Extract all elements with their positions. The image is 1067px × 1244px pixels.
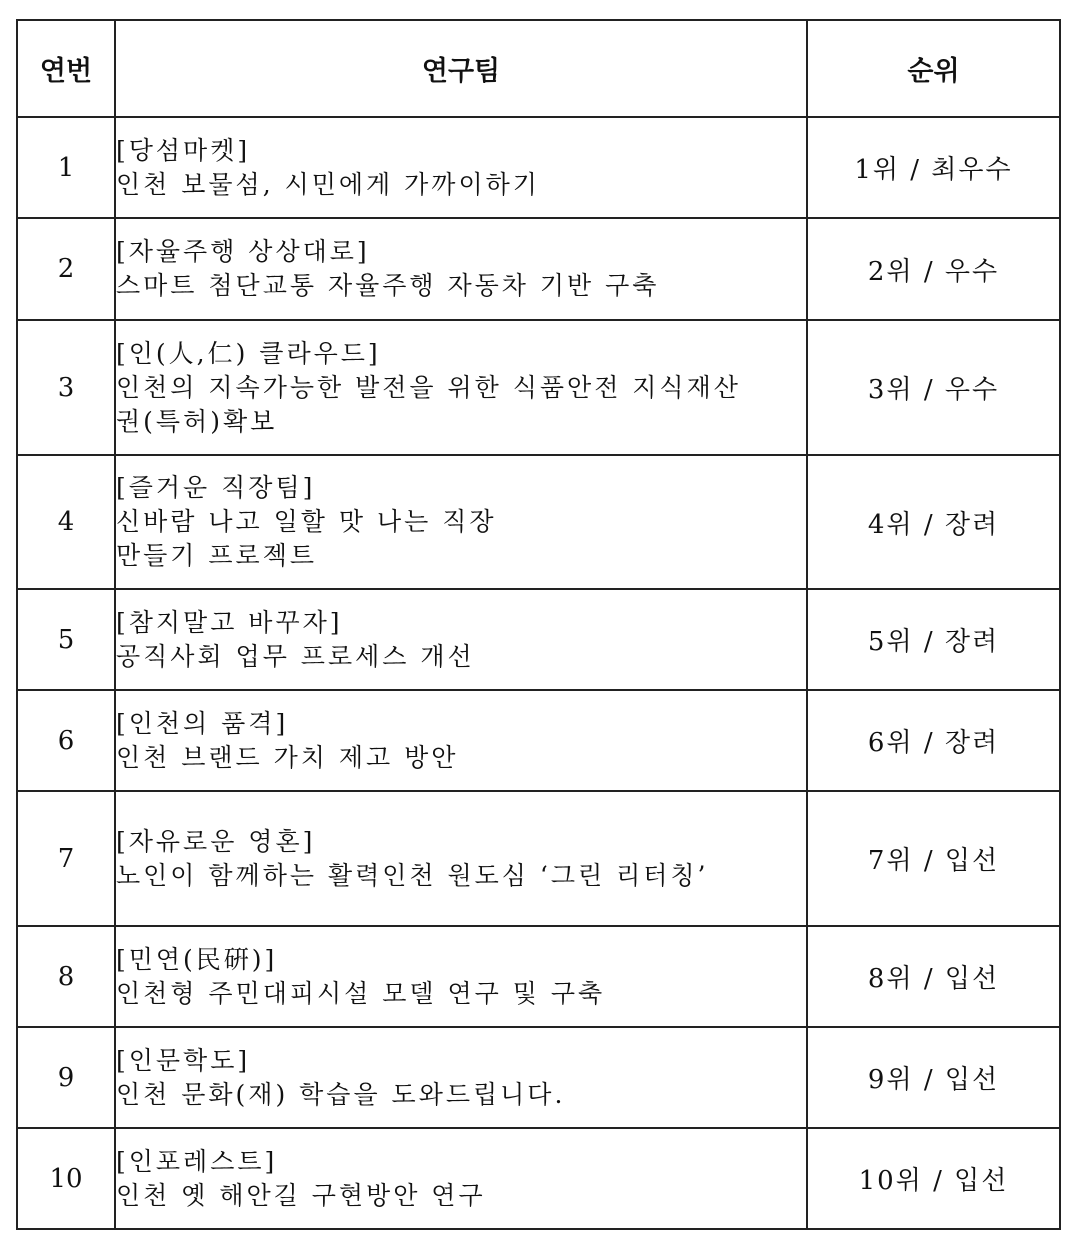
team-name: [자율주행 상상대로] [116,237,370,266]
team-name: [인포레스트] [116,1146,278,1176]
rank-cell: 8위 / 입선 [807,926,1060,1027]
header-row [17,20,1060,117]
table-row [17,589,1060,690]
row-number: 1 [17,117,115,218]
team-name: [인(人,仁) 클라우드] [116,338,381,368]
team-name: [당섬마켓] [116,135,251,165]
team-name: [인천의 품격] [116,708,289,738]
row-number: 6 [17,690,115,791]
team-name: [민연(民硏)] [116,944,278,974]
rank-cell: 1위 / 최우수 [807,117,1060,218]
team-description: 만들기 프로젝트 [116,541,317,570]
header-number: 연번 [17,20,115,117]
table-row [17,455,1060,589]
team-description: 인천 브랜드 가치 제고 방안 [116,742,459,772]
team-description: 인천 문화(재) 학습을 도와드립니다. [116,1079,566,1109]
team-cell [115,589,807,690]
team-cell [115,218,807,320]
team-name: [인문학도] [116,1045,251,1075]
team-description: 인천 보물섬, 시민에게 가까이하기 [116,169,540,199]
team-cell [115,320,807,455]
team-description: 인천형 주민대피시설 모델 연구 및 구축 [116,978,606,1008]
rank-cell: 5위 / 장려 [807,589,1060,690]
rank-cell: 3위 / 우수 [807,320,1060,455]
team-cell [115,690,807,791]
table-row [17,218,1060,320]
table-row [17,791,1060,926]
team-cell [115,791,807,926]
header-team: 연구팀 [115,20,807,117]
team-description: 공직사회 업무 프로세스 개선 [116,641,475,671]
header-rank: 순위 [807,20,1060,117]
table-row [17,320,1060,455]
row-number: 8 [17,926,115,1027]
team-cell [115,926,807,1027]
table-row [17,926,1060,1027]
team-cell [115,455,807,589]
row-number: 9 [17,1027,115,1128]
team-description: 인천의 지속가능한 발전을 위한 식품안전 지식재산 [116,372,741,402]
rank-cell: 6위 / 장려 [807,690,1060,791]
rank-cell: 9위 / 입선 [807,1027,1060,1128]
team-description: 인천 옛 해안길 구현방안 연구 [116,1180,486,1210]
team-cell [115,1027,807,1128]
team-description: 스마트 첨단교통 자율주행 자동차 기반 구축 [116,271,660,300]
rank-cell: 7위 / 입선 [807,791,1060,926]
rank-cell: 2위 / 우수 [807,218,1060,320]
team-name: [참지말고 바꾸자] [116,607,343,637]
table-row [17,1128,1060,1229]
rank-cell: 10위 / 입선 [807,1128,1060,1229]
row-number: 5 [17,589,115,690]
table-row [17,1027,1060,1128]
team-name: [즐거운 직장팀] [116,473,316,502]
team-cell [115,1128,807,1229]
row-number: 4 [17,455,115,589]
row-number: 2 [17,218,115,320]
row-number: 7 [17,791,115,926]
ranking-table [16,19,1061,1230]
team-description: 노인이 함께하는 활력인천 원도심 ‘그린 리터칭’ [116,860,709,890]
rank-cell: 4위 / 장려 [807,455,1060,589]
team-description: 권(특허)확보 [116,406,278,436]
team-name: [자유로운 영혼] [116,826,316,856]
row-number: 3 [17,320,115,455]
row-number: 10 [17,1128,115,1229]
table-row [17,690,1060,791]
table-row [17,117,1060,218]
team-description: 신바람 나고 일할 맛 나는 직장 [116,507,497,536]
team-cell [115,117,807,218]
